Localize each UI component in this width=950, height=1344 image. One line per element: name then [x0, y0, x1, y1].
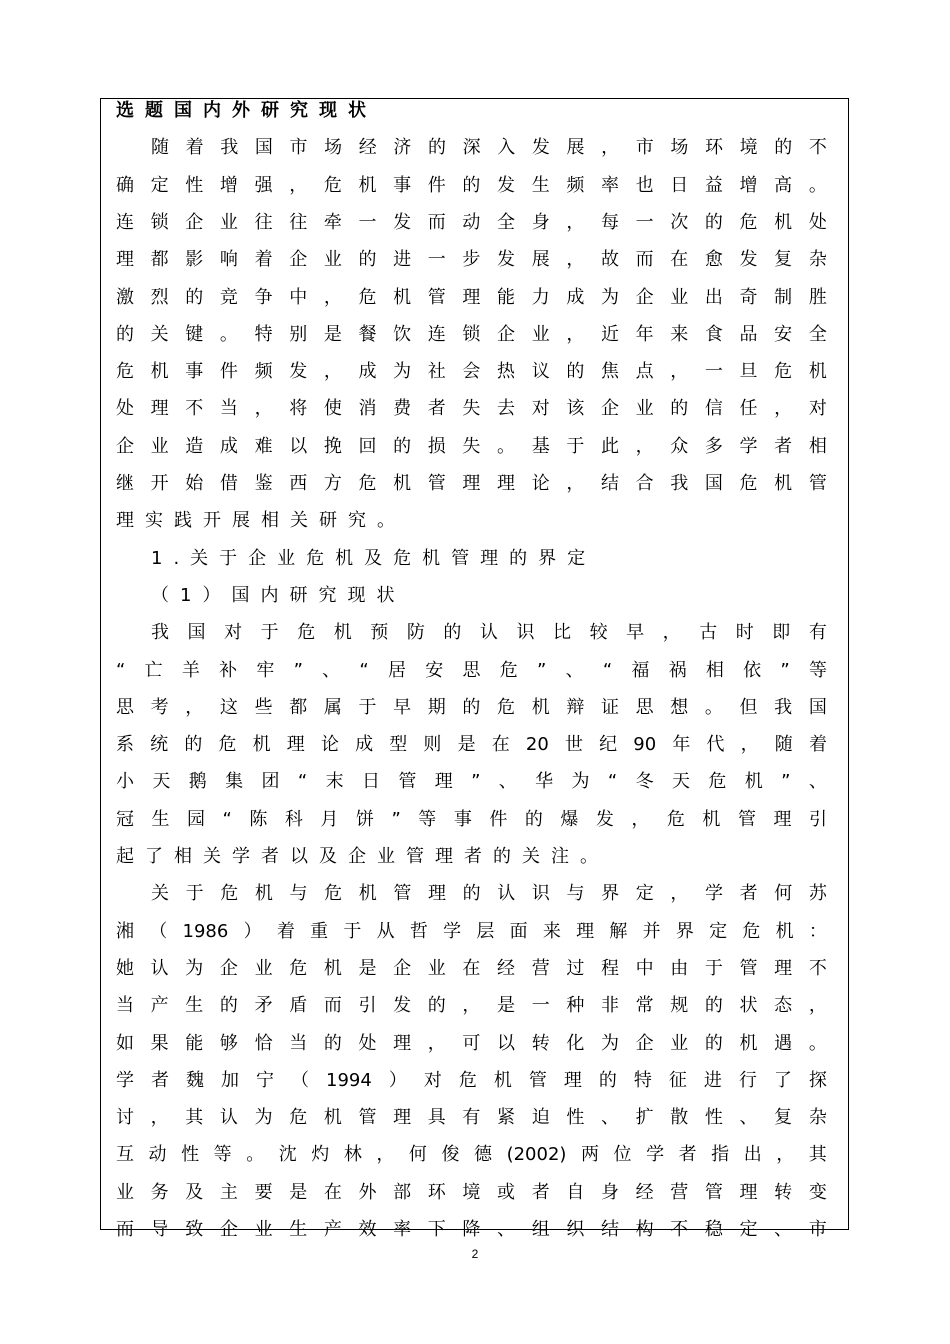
body-line: 业 务 及 主 要 是 在 外 部 环 境 或 者 自 身 经 营 管 理 转 变: [116, 1181, 827, 1203]
body-line: 1.关于企业危机及危机管理的界定: [151, 547, 597, 569]
body-line: 连 锁 企 业 往 往 牵 一 发 而 动 全 身 ， 每 一 次 的 危 机 处: [116, 211, 827, 233]
body-line: 学 者 魏 加 宁 （ 1994 ） 对 危 机 管 理 的 特 征 进 行 了 探: [116, 1069, 827, 1091]
body-line: 确 定 性 增 强 ， 危 机 事 件 的 发 生 频 率 也 日 益 增 高 。: [116, 174, 827, 196]
body-line: 继 开 始 借 鉴 西 方 危 机 管 理 理 论 ， 结 合 我 国 危 机 管: [116, 473, 827, 494]
body-line: 随 着 我 国 市 场 经 济 的 深 入 发 展 ， 市 场 环 境 的 不: [151, 137, 827, 159]
body-line: 理 都 影 响 着 企 业 的 进 一 步 发 展 ， 故 而 在 愈 发 复 杂: [116, 249, 827, 271]
body-line: 思 考 ， 这 些 都 属 于 早 期 的 危 机 辩 证 思 想 。 但 我 国: [116, 696, 827, 718]
body-line: 起了相关学者以及企业管理者的关注。: [116, 846, 609, 867]
body-line: 理实践开展相关研究。: [116, 510, 406, 532]
body-line: 激 烈 的 竞 争 中 ， 危 机 管 理 能 力 成 为 企 业 出 奇 制 胜: [116, 286, 827, 308]
body-line: 小 天 鹅 集 团 “ 末 日 管 理 ” 、 华 为 “ 冬 天 危 机 ” 、: [116, 771, 827, 793]
body-line: 如 果 能 够 恰 当 的 处 理 ， 可 以 转 化 为 企 业 的 机 遇 。: [116, 1032, 827, 1054]
body-line: 危 机 事 件 频 发 ， 成 为 社 会 热 议 的 焦 点 ， 一 旦 危 机: [116, 361, 827, 383]
body-line: 冠 生 园 “ 陈 科 月 饼 ” 等 事 件 的 爆 发 ， 危 机 管 理 引: [116, 808, 827, 830]
body-line: 互 动 性 等 。 沈 灼 林 ， 何 俊 德 (2002) 两 位 学 者 指 出 ， 其: [116, 1144, 827, 1166]
body-line: 当 产 生 的 矛 盾 而 引 发 的 ， 是 一 种 非 常 规 的 状 态 ，: [116, 995, 827, 1017]
body-line: 系 统 的 危 机 理 论 成 型 则 是 在 20 世 纪 90 年 代 ， 随 着: [116, 734, 827, 756]
body-line: 处 理 不 当 ， 将 使 消 费 者 失 去 对 该 企 业 的 信 任 ， 对: [116, 398, 827, 420]
body-line: 湘 （ 1986 ） 着 重 于 从 哲 学 层 面 来 理 解 并 界 定 危 机 ：: [116, 920, 827, 942]
body-line: 关 于 危 机 与 危 机 管 理 的 认 识 与 界 定 ， 学 者 何 苏: [151, 883, 827, 905]
body-line: 企 业 造 成 难 以 挽 回 的 损 失 。 基 于 此 ， 众 多 学 者 相: [116, 435, 827, 457]
body-line: （1）国内研究现状: [151, 584, 406, 606]
body-line: “ 亡 羊 补 牢 ” 、 “ 居 安 思 危 ” 、 “ 福 祸 相 依 ” 等: [116, 659, 827, 681]
body-line: 的 关 键 。 特 别 是 餐 饮 连 锁 企 业 ， 近 年 来 食 品 安 全: [116, 323, 827, 345]
body-line: 我 国 对 于 危 机 预 防 的 认 识 比 较 早 ， 古 时 即 有: [151, 622, 827, 644]
section-title: 选题国内外研究现状: [116, 100, 377, 121]
body-line: 而 导 致 企 业 生 产 效 率 下 降 、 组 织 结 构 不 稳 定 、 市: [116, 1219, 827, 1240]
page-number: 2: [471, 1247, 479, 1261]
body-line: 讨 ， 其 认 为 危 机 管 理 具 有 紧 迫 性 、 扩 散 性 、 复 杂: [116, 1107, 827, 1129]
body-line: 她 认 为 企 业 危 机 是 企 业 在 经 营 过 程 中 由 于 管 理 不: [116, 957, 827, 979]
